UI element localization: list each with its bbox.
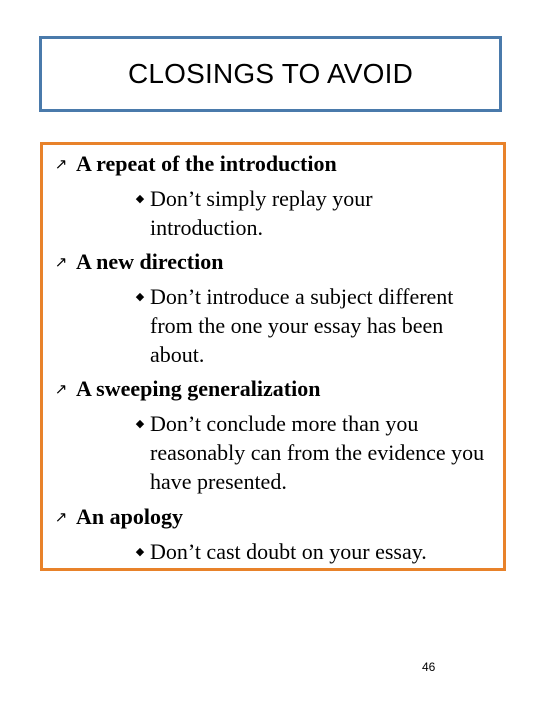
list-item-heading (54, 249, 224, 275)
page-number: 46 (422, 660, 436, 674)
item-detail-text: Don’t simply replay your introduction. (150, 186, 373, 240)
list-item-detail (135, 282, 490, 369)
item-detail-text: Don’t cast doubt on your essay. (150, 539, 427, 564)
arrow-up-right-icon: ↗ (54, 508, 68, 526)
diamond-icon: ◆ (135, 417, 145, 430)
diamond-icon: ◆ (135, 545, 145, 558)
title-box (39, 36, 502, 112)
item-label: A new direction (76, 249, 224, 274)
item-detail-text: Don’t introduce a subject different from the one your essay has been about. (150, 284, 454, 367)
list-item-heading (54, 151, 337, 177)
slide-title: CLOSINGS TO AVOID (127, 58, 414, 89)
item-detail-text: Don’t conclude more than you reasonably can from the evidence you have presented. (150, 411, 485, 494)
list-item-heading (54, 376, 321, 402)
list-item-detail (135, 409, 490, 496)
content-box (40, 142, 506, 571)
list-item-heading (54, 504, 183, 530)
list-item-detail (135, 184, 490, 242)
diamond-icon: ◆ (135, 192, 145, 205)
item-label: A repeat of the introduction (76, 151, 337, 176)
arrow-up-right-icon: ↗ (54, 253, 68, 271)
diamond-icon: ◆ (135, 290, 145, 303)
item-label: A sweeping generalization (76, 376, 321, 401)
arrow-up-right-icon: ↗ (54, 380, 68, 398)
list-item-detail (135, 537, 490, 566)
arrow-up-right-icon: ↗ (54, 155, 68, 173)
item-label: An apology (76, 504, 183, 529)
